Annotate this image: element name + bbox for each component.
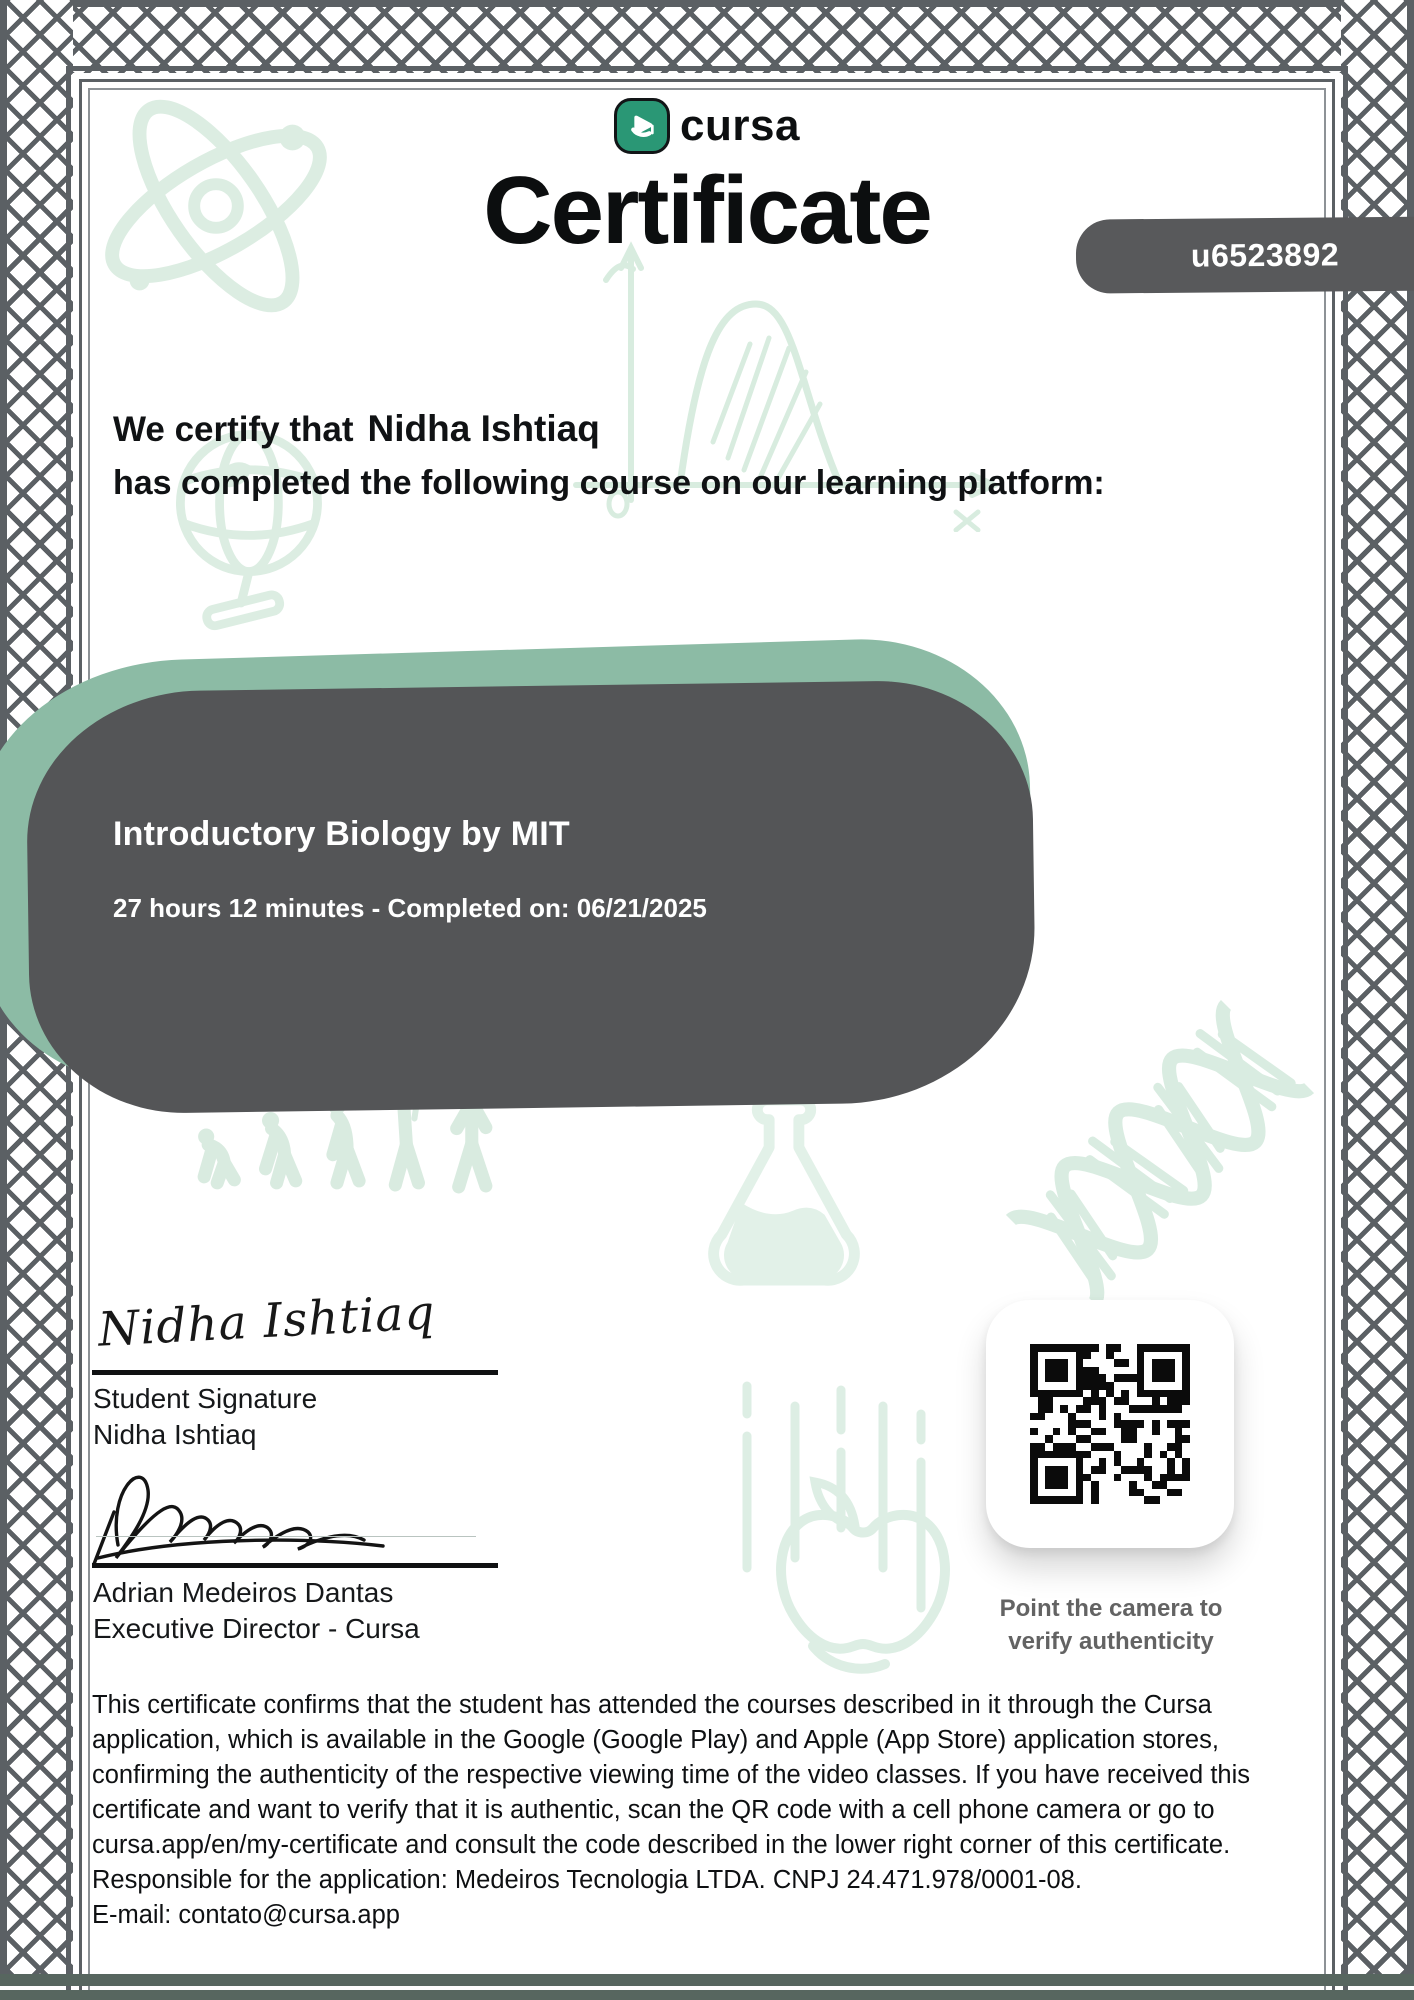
course-title: Introductory Biology by MIT xyxy=(113,815,570,853)
student-name: Nidha Ishtiaq xyxy=(367,408,600,449)
certificate-title: Certificate xyxy=(483,157,931,264)
student-signature-line xyxy=(92,1370,498,1375)
qr-caption-line2: verify authenticity xyxy=(1008,1628,1214,1655)
qr-caption xyxy=(946,1592,1276,1658)
footer-body: This certificate confirms that the student has attended the courses described in it through the Cursa application, which is available in the Google (Google Play) and Apple (App Store) application stores, confirming the authenticity of the respective viewing time of the video classes. If you have received this certificate and want to verify that it is authentic, scan the QR code with a cell phone camera or go to cursa.app/en/my-certificate and consult the code described in the lower right corner of this certificate. Responsible for the application: Medeiros Tecnologia LTDA. CNPJ 24.471.978/0001-08. xyxy=(92,1691,1251,1894)
flask-icon xyxy=(690,1082,878,1290)
brand-name: cursa xyxy=(680,101,800,150)
qr-caption-line1: Point the camera to xyxy=(999,1595,1223,1622)
cursa-logo xyxy=(0,98,1414,154)
course-details: 27 hours 12 minutes - Completed on: 06/21/2025 xyxy=(113,893,707,923)
cursa-logo-icon xyxy=(614,98,670,154)
certificate-code: u6523892 xyxy=(1190,235,1340,274)
bottom-bar xyxy=(0,1974,1414,1986)
director-signature-line xyxy=(92,1563,498,1568)
border-pattern-top xyxy=(0,0,1414,73)
intro-text xyxy=(113,408,1105,503)
student-signature-name: Nidha Ishtiaq xyxy=(93,1419,257,1450)
dna-icon xyxy=(995,989,1326,1320)
signature-hairline xyxy=(96,1536,476,1537)
student-signature-script: Nidha Ishtiaq xyxy=(96,1285,437,1358)
footer-email: E-mail: contato@cursa.app xyxy=(92,1901,400,1929)
director-name: Adrian Medeiros Dantas xyxy=(93,1577,394,1608)
director-role: Executive Director - Cursa xyxy=(93,1613,420,1644)
certificate-code-badge xyxy=(1076,216,1414,293)
footer-text xyxy=(92,1688,1336,1933)
border-pattern-right xyxy=(1341,0,1414,1974)
apple-icon xyxy=(735,1378,975,1708)
certify-line2: has completed the following course on our learning platform: xyxy=(113,464,1105,502)
director-signature-script xyxy=(88,1450,408,1570)
bottom-bar-edge xyxy=(0,1990,1414,2000)
student-signature-label: Student Signature xyxy=(93,1383,318,1414)
certify-prefix: We certify that xyxy=(113,410,354,449)
qr-card xyxy=(986,1300,1234,1548)
qr-code xyxy=(1030,1344,1190,1504)
